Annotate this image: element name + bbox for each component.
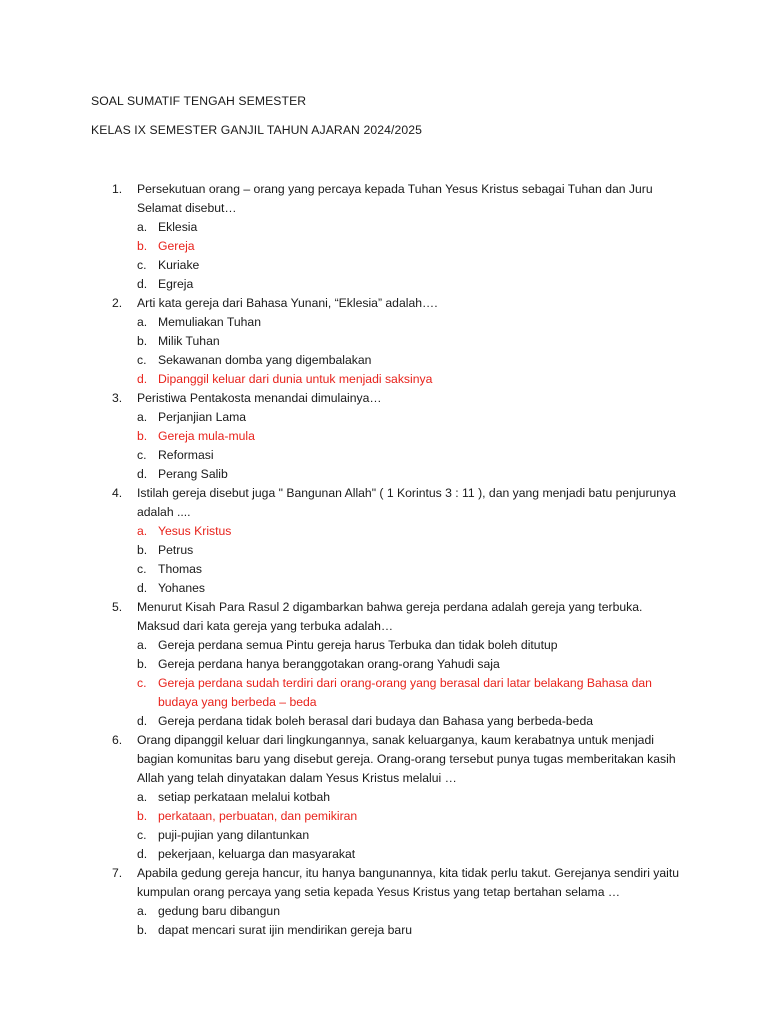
question-row bbox=[112, 484, 687, 522]
question-item bbox=[112, 294, 687, 389]
option-letter: a. bbox=[137, 410, 148, 424]
question-number: 4. bbox=[112, 486, 123, 500]
option-text: Petrus bbox=[158, 543, 194, 557]
answer-option bbox=[137, 845, 687, 864]
option-text: Perang Salib bbox=[158, 467, 228, 481]
answer-option bbox=[137, 332, 687, 351]
option-text: Gereja mula-mula bbox=[158, 429, 255, 443]
question-item bbox=[112, 180, 687, 294]
answer-option bbox=[137, 313, 687, 332]
option-text: puji-pujian yang dilantunkan bbox=[158, 828, 310, 842]
option-letter: a. bbox=[137, 790, 148, 804]
option-list bbox=[137, 313, 687, 389]
answer-option bbox=[137, 712, 687, 731]
question-item bbox=[112, 731, 687, 864]
question-text: Peristiwa Pentakosta menandai dimulainya… bbox=[137, 391, 382, 405]
option-text: setiap perkataan melalui kotbah bbox=[158, 790, 331, 804]
question-text: Apabila gedung gereja hancur, itu hanya bangunannya, kita tidak perlu takut. Gerejanya sendiri yaitu kumpulan orang percaya yang setia kepada Yesus Kristus yang tetap bertahan selama … bbox=[137, 866, 680, 899]
answer-option bbox=[137, 541, 687, 560]
question-number: 5. bbox=[112, 600, 123, 614]
answer-option bbox=[137, 256, 687, 275]
option-letter: d. bbox=[137, 277, 148, 291]
option-letter: b. bbox=[137, 657, 148, 671]
question-number: 2. bbox=[112, 296, 123, 310]
option-letter: b. bbox=[137, 334, 148, 348]
option-letter: a. bbox=[137, 315, 148, 329]
answer-option-correct bbox=[137, 237, 687, 256]
question-list bbox=[112, 180, 687, 940]
option-letter: a. bbox=[137, 524, 148, 538]
question-row bbox=[112, 389, 687, 408]
question-text: Istilah gereja disebut juga " Bangunan Allah" ( 1 Korintus 3 : 11 ), dan yang menjadi batu penjurunya adalah .... bbox=[137, 486, 676, 519]
question-item bbox=[112, 484, 687, 598]
answer-option bbox=[137, 636, 687, 655]
option-text: Sekawanan domba yang digembalakan bbox=[158, 353, 372, 367]
answer-option-correct bbox=[137, 427, 687, 446]
option-text: Yohanes bbox=[158, 581, 205, 595]
option-text: Kuriake bbox=[158, 258, 200, 272]
option-letter: c. bbox=[137, 353, 147, 367]
answer-option bbox=[137, 579, 687, 598]
option-text: Egreja bbox=[158, 277, 194, 291]
question-row bbox=[112, 864, 687, 902]
answer-option bbox=[137, 465, 687, 484]
option-letter: d. bbox=[137, 467, 148, 481]
option-letter: a. bbox=[137, 220, 148, 234]
question-number: 3. bbox=[112, 391, 123, 405]
answer-option bbox=[137, 408, 687, 427]
question-text: Orang dipanggil keluar dari lingkungannya, sanak keluarganya, kaum kerabatnya untuk menjadi bagian komunitas baru yang disebut gereja. Orang-orang tersebut punya tugas memberitakan kasih Allah yang telah dinyatakan dalam Yesus Kristus melalui … bbox=[137, 733, 676, 785]
option-text: Eklesia bbox=[158, 220, 198, 234]
option-text: Gereja perdana tidak boleh berasal dari budaya dan Bahasa yang berbeda-beda bbox=[158, 714, 594, 728]
option-letter: c. bbox=[137, 448, 147, 462]
answer-option bbox=[137, 826, 687, 845]
answer-option bbox=[137, 560, 687, 579]
answer-option bbox=[137, 446, 687, 465]
option-text: Perjanjian Lama bbox=[158, 410, 247, 424]
option-letter: c. bbox=[137, 562, 147, 576]
option-letter: d. bbox=[137, 847, 148, 861]
document-subtitle: KELAS IX SEMESTER GANJIL TAHUN AJARAN 2024/2025 bbox=[91, 123, 422, 137]
answer-option-correct bbox=[137, 807, 687, 826]
option-text: Memuliakan Tuhan bbox=[158, 315, 261, 329]
option-letter: b. bbox=[137, 239, 148, 253]
option-letter: b. bbox=[137, 809, 148, 823]
answer-option bbox=[137, 218, 687, 237]
question-row bbox=[112, 180, 687, 218]
option-text: Reformasi bbox=[158, 448, 214, 462]
option-letter: c. bbox=[137, 828, 147, 842]
option-text: Gereja perdana hanya beranggotakan orang-orang Yahudi saja bbox=[158, 657, 500, 671]
option-letter: b. bbox=[137, 543, 148, 557]
option-letter: a. bbox=[137, 638, 148, 652]
option-letter: b. bbox=[137, 429, 148, 443]
option-text: Milik Tuhan bbox=[158, 334, 220, 348]
option-text: pekerjaan, keluarga dan masyarakat bbox=[158, 847, 356, 861]
option-letter: b. bbox=[137, 923, 148, 937]
answer-option bbox=[137, 655, 687, 674]
option-letter: d. bbox=[137, 372, 148, 386]
option-list bbox=[137, 522, 687, 598]
option-list bbox=[137, 636, 687, 731]
option-text: Dipanggil keluar dari dunia untuk menjadi saksinya bbox=[158, 372, 433, 386]
answer-option bbox=[137, 788, 687, 807]
option-letter: c. bbox=[137, 258, 147, 272]
option-text: Gereja perdana sudah terdiri dari orang-orang yang berasal dari latar belakang Bahasa dan budaya yang berbeda – beda bbox=[158, 676, 652, 709]
question-number: 7. bbox=[112, 866, 123, 880]
answer-option-correct bbox=[137, 674, 687, 712]
question-text: Menurut Kisah Para Rasul 2 digambarkan bahwa gereja perdana adalah gereja yang terbuka. Maksud dari kata gereja yang terbuka adalah… bbox=[137, 600, 643, 633]
question-row bbox=[112, 731, 687, 788]
option-letter: c. bbox=[137, 676, 147, 690]
question-text: Arti kata gereja dari Bahasa Yunani, “Eklesia” adalah…. bbox=[137, 296, 438, 310]
option-text: perkataan, perbuatan, dan pemikiran bbox=[158, 809, 358, 823]
answer-option bbox=[137, 275, 687, 294]
option-letter: d. bbox=[137, 714, 148, 728]
question-text: Persekutuan orang – orang yang percaya kepada Tuhan Yesus Kristus sebagai Tuhan dan Juru Selamat disebut… bbox=[137, 182, 653, 215]
question-number: 6. bbox=[112, 733, 123, 747]
option-list bbox=[137, 218, 687, 294]
option-letter: d. bbox=[137, 581, 148, 595]
option-list bbox=[137, 788, 687, 864]
question-row bbox=[112, 598, 687, 636]
answer-option bbox=[137, 902, 687, 921]
option-text: dapat mencari surat ijin mendirikan gereja baru bbox=[158, 923, 413, 937]
question-item bbox=[112, 864, 687, 940]
option-text: Yesus Kristus bbox=[158, 524, 232, 538]
document-title: SOAL SUMATIF TENGAH SEMESTER bbox=[91, 94, 307, 108]
option-text: gedung baru dibangun bbox=[158, 904, 280, 918]
answer-option-correct bbox=[137, 370, 687, 389]
option-list bbox=[137, 902, 687, 940]
answer-option-correct bbox=[137, 522, 687, 541]
answer-option bbox=[137, 921, 687, 940]
option-text: Gereja bbox=[158, 239, 195, 253]
option-text: Thomas bbox=[158, 562, 203, 576]
question-item bbox=[112, 598, 687, 731]
option-list bbox=[137, 408, 687, 484]
answer-option bbox=[137, 351, 687, 370]
question-item bbox=[112, 389, 687, 484]
question-number: 1. bbox=[112, 182, 123, 196]
question-row bbox=[112, 294, 687, 313]
option-letter: a. bbox=[137, 904, 148, 918]
option-text: Gereja perdana semua Pintu gereja harus Terbuka dan tidak boleh ditutup bbox=[158, 638, 558, 652]
